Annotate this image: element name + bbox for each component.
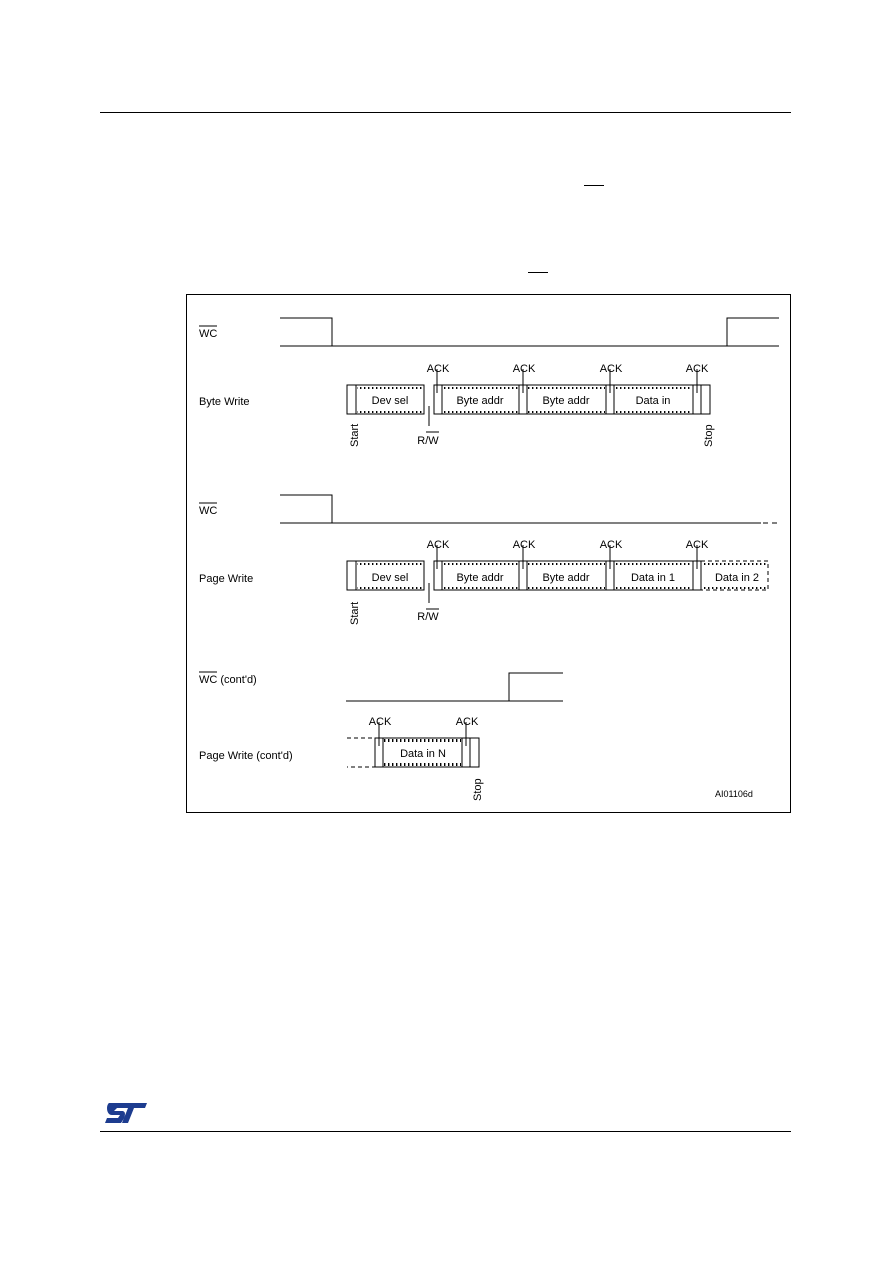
byte-write-cell-4: Data in bbox=[635, 395, 671, 407]
start-cell bbox=[347, 385, 356, 414]
st-logo bbox=[103, 1101, 149, 1130]
svg-text:ACK: ACK bbox=[455, 716, 479, 728]
svg-text:ACK: ACK bbox=[512, 539, 536, 551]
wc-waveform-2 bbox=[280, 495, 761, 523]
page-write-contd-frame bbox=[347, 738, 479, 767]
overbar-fragment bbox=[528, 272, 548, 273]
stop-cell bbox=[470, 738, 479, 767]
rw-label-2 bbox=[417, 609, 439, 623]
wc-waveform-1 bbox=[280, 318, 779, 346]
svg-text:ACK: ACK bbox=[685, 363, 709, 375]
svg-text:R/W: R/W bbox=[417, 611, 439, 623]
write-mode-timing-diagram bbox=[186, 294, 791, 813]
page-write-cell-2: Byte addr bbox=[456, 572, 504, 584]
svg-text:ACK: ACK bbox=[599, 539, 623, 551]
byte-write-label: Byte Write bbox=[199, 396, 250, 408]
page-write-cell-5: Data in 2 bbox=[714, 572, 760, 584]
page-write-cell-3: Byte addr bbox=[542, 572, 590, 584]
stop-label-3: Stop bbox=[472, 778, 484, 801]
footer-rule bbox=[100, 1131, 791, 1132]
svg-text:ACK: ACK bbox=[685, 539, 709, 551]
wc-waveform-3 bbox=[347, 673, 563, 701]
page-write-cell-1: Dev sel bbox=[371, 572, 409, 584]
wc-label-1 bbox=[199, 326, 217, 340]
start-label-2: Start bbox=[349, 601, 361, 625]
byte-write-cell-3: Byte addr bbox=[542, 395, 590, 407]
start-cell bbox=[347, 561, 356, 590]
svg-text:ACK: ACK bbox=[426, 363, 450, 375]
page-write-frame bbox=[347, 561, 768, 590]
svg-text:R/W: R/W bbox=[417, 435, 439, 447]
stop-cell bbox=[701, 385, 710, 414]
svg-text:ACK: ACK bbox=[368, 716, 392, 728]
svg-text:WC: WC bbox=[199, 328, 218, 340]
start-label-1: Start bbox=[349, 423, 361, 447]
page-write-cell-4: Data in 1 bbox=[630, 572, 676, 584]
ack-slot bbox=[434, 561, 442, 590]
stop-label-1: Stop bbox=[703, 424, 715, 447]
byte-write-frame bbox=[347, 385, 710, 414]
svg-text:WC (cont'd): WC (cont'd) bbox=[199, 674, 257, 686]
page-write-contd-label: Page Write (cont'd) bbox=[199, 750, 293, 762]
wc-contd-label bbox=[199, 672, 257, 686]
svg-text:ACK: ACK bbox=[599, 363, 623, 375]
header-rule bbox=[100, 112, 791, 113]
svg-text:WC: WC bbox=[199, 505, 218, 517]
previous-data-cell bbox=[347, 738, 375, 767]
rw-label-1 bbox=[417, 432, 439, 447]
wc-label-2 bbox=[199, 503, 217, 517]
byte-write-cell-1: Dev sel bbox=[371, 395, 409, 407]
svg-text:ACK: ACK bbox=[426, 539, 450, 551]
svg-text:ACK: ACK bbox=[512, 363, 536, 375]
byte-write-cell-2: Byte addr bbox=[456, 395, 504, 407]
figure-id: AI01106d bbox=[715, 789, 753, 799]
page-write-contd-cell-1: Data in N bbox=[400, 748, 446, 760]
overbar-fragment bbox=[584, 185, 604, 186]
ack-slot bbox=[434, 385, 442, 414]
page-write-label: Page Write bbox=[199, 573, 254, 585]
